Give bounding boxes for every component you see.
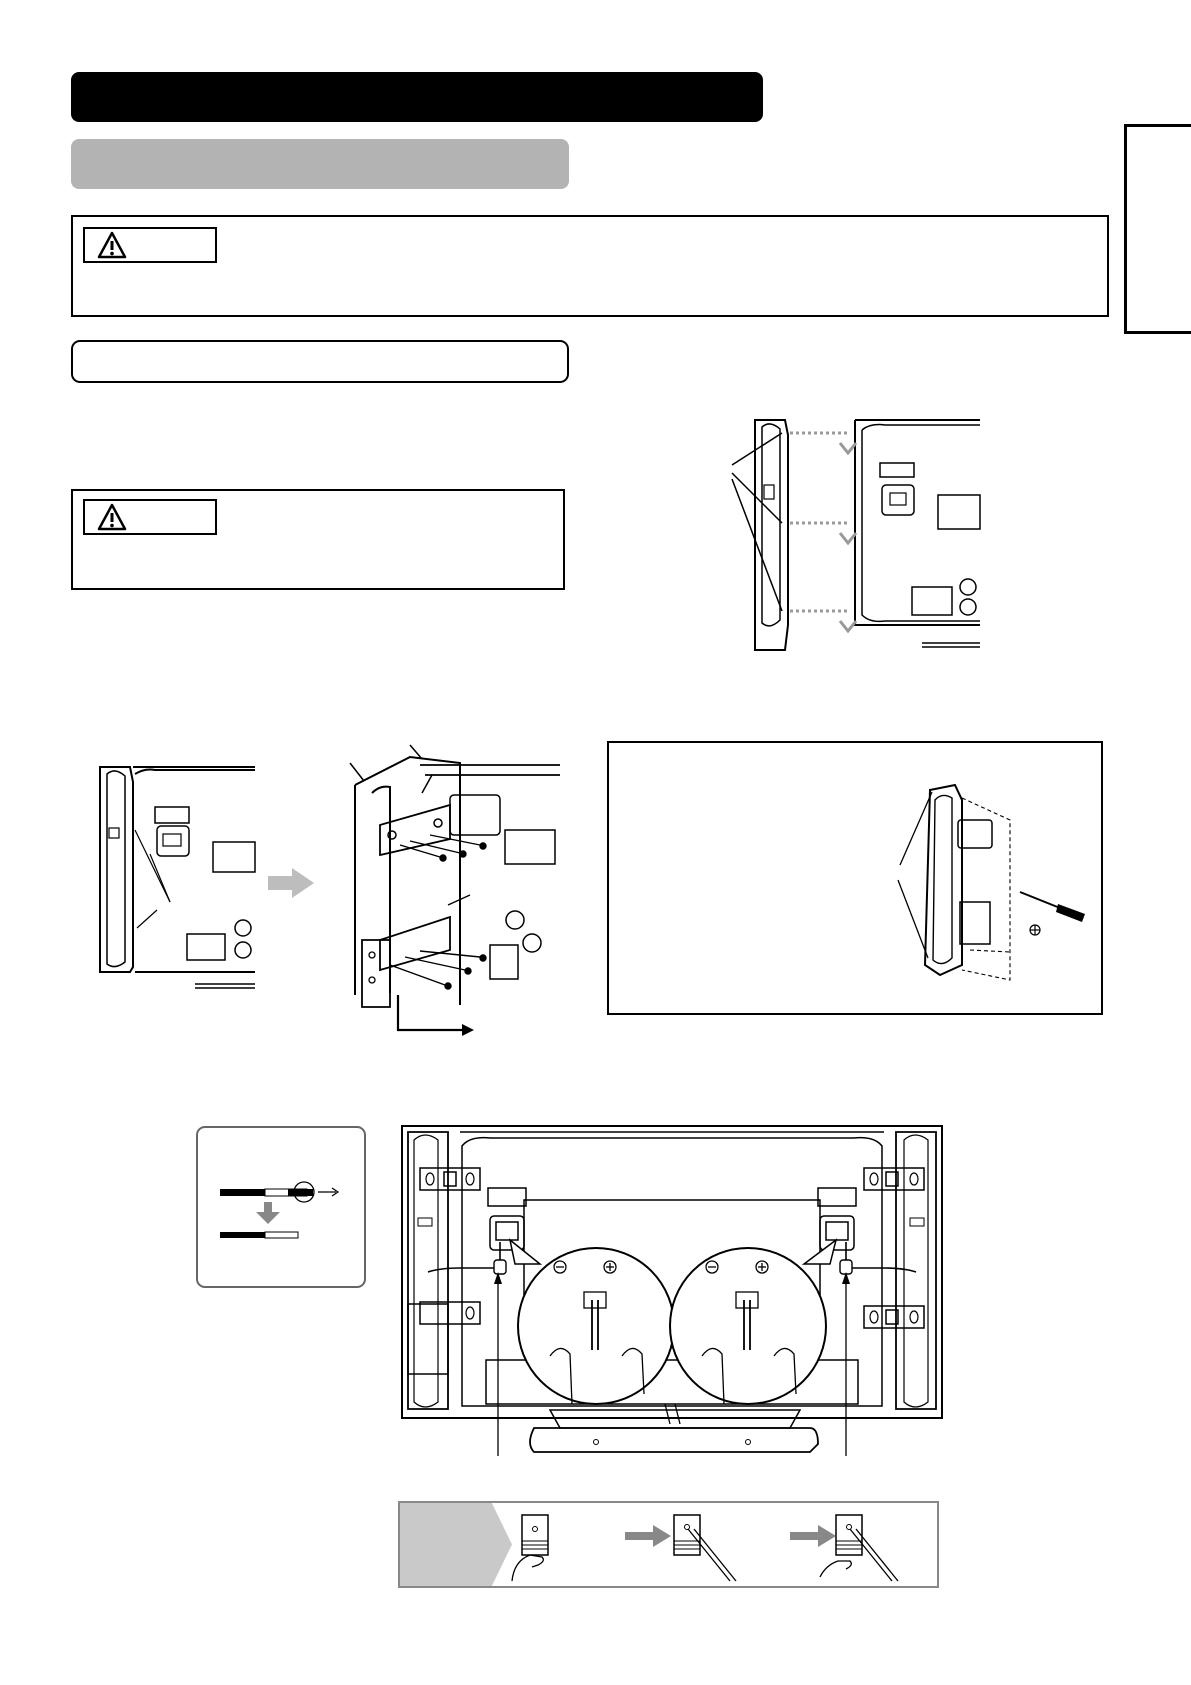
- warning-triangle-icon: [97, 231, 127, 259]
- caution-badge: [83, 499, 217, 535]
- procedure-heading-box: [71, 340, 569, 383]
- step-2-insert-wire: [670, 1511, 780, 1583]
- subsection-title-bar: [71, 139, 569, 189]
- step-1-press-lever: [512, 1511, 592, 1583]
- section-title-bar: [71, 72, 763, 122]
- figure-speaker-screw-detail: [870, 780, 1100, 990]
- arrow-right-icon: [268, 868, 314, 898]
- caution-box-top: [71, 215, 1109, 317]
- caution-box-middle: [71, 489, 565, 590]
- figure-cable-strip: [218, 1176, 348, 1246]
- warning-triangle-icon: [97, 503, 127, 531]
- caution-badge: [83, 227, 217, 263]
- chapter-side-tab: [1124, 124, 1191, 334]
- figure-left-bracket-view: [95, 762, 255, 998]
- figure-speaker-cable-connection: [400, 1124, 944, 1456]
- terminal-steps-strip: [398, 1501, 939, 1588]
- steps-label-arrow: [400, 1503, 512, 1586]
- figure-speaker-detach: [740, 415, 980, 655]
- arrow-right-icon: [625, 1525, 671, 1547]
- step-3-release-lever: [820, 1511, 935, 1583]
- figure-bracket-assembly: [350, 745, 570, 1041]
